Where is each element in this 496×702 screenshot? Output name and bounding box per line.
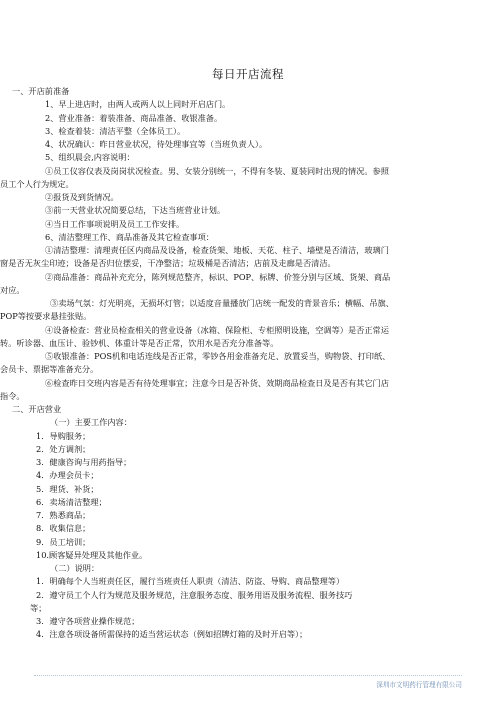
- text-line: 1．明确每个人当班责任区，履行当班责任人职责（清洁、防盗、导购、商品整理等）: [36, 576, 345, 587]
- text-line: 7．熟悉商品；: [36, 510, 91, 520]
- text-line: ⑤收银准备：POS机和电话连线是否正常，零钞各用金准备充足、放置妥当，购物袋、打印纸、: [45, 351, 391, 361]
- text-line: 4．办理会员卡；: [36, 470, 99, 481]
- text-line: 转。听诊器、血压计、验钞机、体重计等是否正常，饮用水是否充分准备等。: [0, 337, 279, 348]
- text-line: ③前一天营业状况简要总结，下达当班营业计划。: [45, 205, 226, 216]
- text-line: POP等按要求悬挂张贴。: [0, 311, 92, 322]
- text-line: 1、早上进店时，由两人或两人以上同时开启店门。: [45, 99, 231, 110]
- text-line: 9．员工培训；: [36, 536, 91, 547]
- document-title: 每日开店流程: [212, 67, 284, 81]
- text-line: 对应。: [0, 284, 25, 295]
- text-line: （一）主要工作内容：: [50, 417, 132, 428]
- text-line: 等；: [30, 602, 47, 613]
- text-line: 指令。: [0, 390, 25, 401]
- text-line: ③卖场气氛：灯光明亮，无损坏灯管；以适度音量播放门店统一配发的背景音乐；横幅、吊旗、: [50, 298, 394, 308]
- text-line: 10.顾客疑异处理及其他作业。: [36, 549, 148, 560]
- text-line: 8．收集信息；: [36, 523, 91, 534]
- text-line: 1．导购服务；: [36, 430, 91, 441]
- text-line: 员工个人行为规定。: [0, 178, 74, 189]
- text-line: ④设备检查：营业员检查相关的营业设备（冰箱、保险柜、专柜照明设施，空调等）是否正常运: [45, 324, 389, 335]
- text-line: 二、开店营业: [12, 404, 62, 414]
- text-line: ④当日工作事项说明及员工工作安排。: [45, 218, 185, 229]
- text-line: ①清洁整理：清理责任区内商品及设备，检查货架、地板、天花、柱子、墙壁是否清洁，玻璃门: [45, 245, 389, 255]
- text-line: 2．遵守员工个人行为规范及服务规范，注意服务态度、服务用语及服务流程、服务技巧: [36, 589, 353, 600]
- footer-company: 深圳市文明药行管理有限公司: [376, 681, 462, 689]
- text-line: （二）说明：: [50, 563, 100, 573]
- text-line: 6、清洁整理工作、商品准备及其它检查事项：: [45, 231, 214, 242]
- text-line: 4、状况确认：昨日营业状况，待处理事宜等（当班负责人）。: [45, 139, 268, 149]
- text-line: 2、营业准备：着装准备、商品准备、收银准备。: [45, 112, 223, 123]
- text-line: 5、组织晨会,内容说明：: [45, 152, 135, 163]
- text-line: 3．遵守各项营业操作规范；: [36, 616, 140, 626]
- text-line: 窗是否无灰尘印迹；设备是否归位摆妥，干净整洁；垃圾桶是否清洁；店前及走廊是否清洁。: [0, 258, 336, 269]
- text-line: 会员卡、票据等准备充分。: [0, 364, 99, 375]
- text-line: 2．处方调剂；: [36, 443, 91, 454]
- text-line: 6．卖场清洁整理；: [36, 496, 107, 507]
- text-line: ⑥检查昨日交班内容是否有待处理事宜；注意今日是否补货、效期商品检查日及是否有其它门店: [45, 377, 389, 388]
- text-line: 3．健康咨询与用药指导；: [36, 457, 132, 467]
- footer-divider: [34, 675, 462, 676]
- document-body: [0, 85, 496, 642]
- text-line: ②报货及到货情况。: [45, 192, 119, 202]
- text-line: 一、开店前准备: [12, 86, 70, 96]
- text-line: 3、检查着装：清洁平整（全体员工）。: [45, 125, 186, 136]
- text-line: ①员工仪容仪表及岗岗状况检查。男、女装分别统一，不得有冬装、夏装同时出现的情况。参照: [45, 165, 389, 176]
- text-line: 4．注意各项设备所需保持的适当营运状态（例如招牌灯箱的及时开启等）；: [36, 629, 308, 640]
- text-line: ②商品准备：商品补充充分，陈列规范整齐，标识、POP、标牌、价签分别与区域、货架、商品: [45, 271, 391, 282]
- text-line: 5．理货、补货；: [36, 483, 99, 494]
